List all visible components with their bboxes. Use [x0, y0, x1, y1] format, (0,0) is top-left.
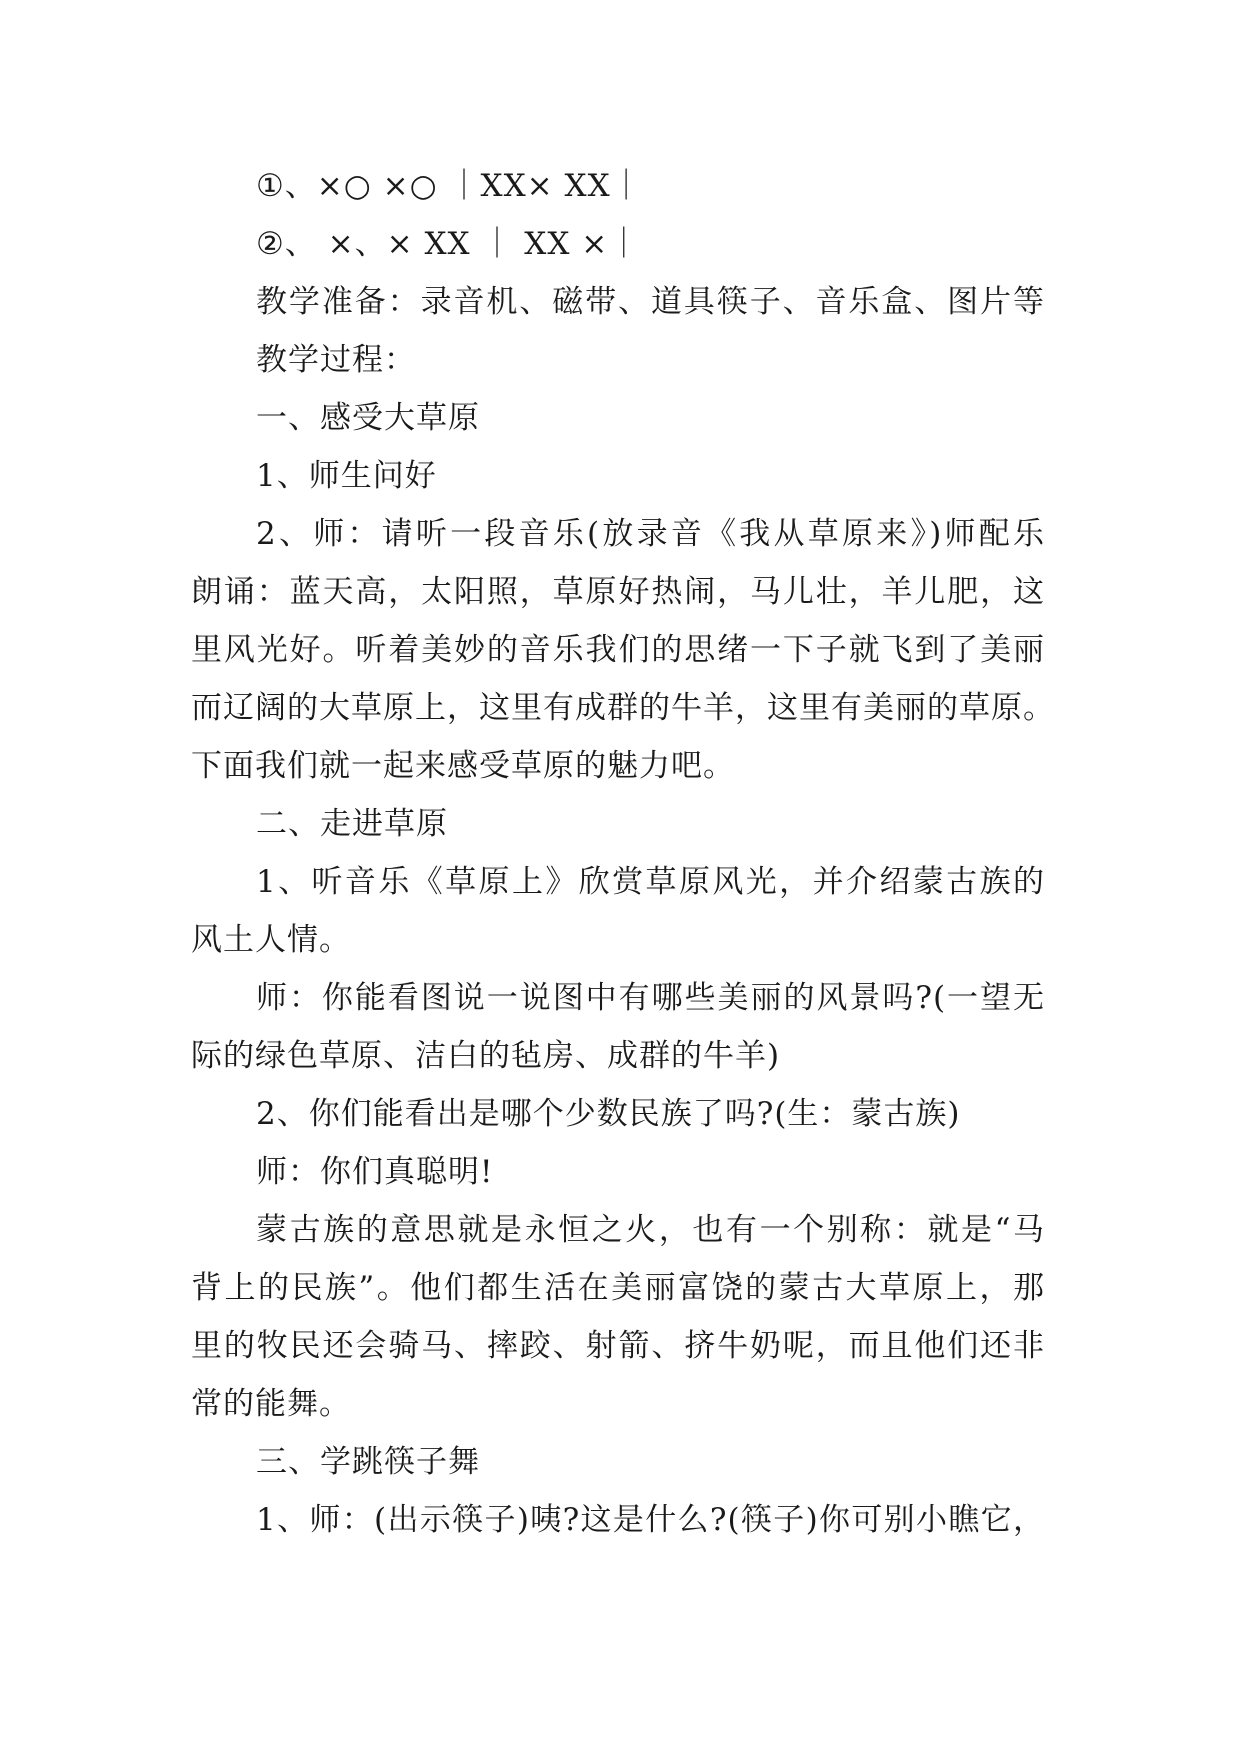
paragraph-line: 蒙古族的意思就是永恒之火，也有一个别称：就是“马	[256, 1212, 1045, 1248]
section-heading-1: 一、感受大草原	[256, 400, 480, 436]
paragraph-line: 1、师生问好	[256, 458, 437, 494]
paragraph-line: 常的能舞。	[191, 1386, 351, 1422]
section-heading-3: 三、学跳筷子舞	[256, 1444, 480, 1480]
paragraph-line: 下面我们就一起来感受草原的魅力吧。	[191, 748, 735, 784]
paragraph-line: 风土人情。	[191, 922, 351, 958]
paragraph-line: 1、听音乐《草原上》欣赏草原风光，并介绍蒙古族的	[256, 864, 1045, 900]
rhythm-line-1: ①、×○ ×○ ｜XX× XX｜	[256, 168, 643, 204]
paragraph-line: 际的绿色草原、洁白的毡房、成群的牛羊)	[191, 1038, 781, 1074]
paragraph-line: 里风光好。听着美妙的音乐我们的思绪一下子就飞到了美丽	[191, 632, 1045, 668]
paragraph-line: 师：你们真聪明!	[256, 1154, 494, 1190]
paragraph-line: 背上的民族”。他们都生活在美丽富饶的蒙古大草原上，那	[191, 1270, 1045, 1306]
paragraph-line: 1、师：(出示筷子)咦?这是什么?(筷子)你可别小瞧它，	[256, 1502, 1045, 1538]
paragraph-line: 2、你们能看出是哪个少数民族了吗?(生：蒙古族)	[256, 1096, 961, 1132]
paragraph-line: 里的牧民还会骑马、摔跤、射箭、挤牛奶呢，而且他们还非	[191, 1328, 1045, 1364]
paragraph-line: 师：你能看图说一说图中有哪些美丽的风景吗?(一望无	[256, 980, 1045, 1016]
paragraph-line: 2、师：请听一段音乐(放录音《我从草原来》)师配乐	[256, 516, 1045, 552]
teaching-preparation: 教学准备：录音机、磁带、道具筷子、音乐盒、图片等	[256, 284, 1045, 320]
paragraph-line: 而辽阔的大草原上，这里有成群的牛羊，这里有美丽的草原。	[191, 690, 1055, 726]
teaching-process-heading: 教学过程：	[256, 342, 416, 378]
rhythm-line-2: ②、 ×、× XX ｜ XX ×｜	[256, 226, 641, 262]
paragraph-line: 朗诵：蓝天高，太阳照，草原好热闹，马儿壮，羊儿肥，这	[191, 574, 1045, 610]
section-heading-2: 二、走进草原	[256, 806, 448, 842]
